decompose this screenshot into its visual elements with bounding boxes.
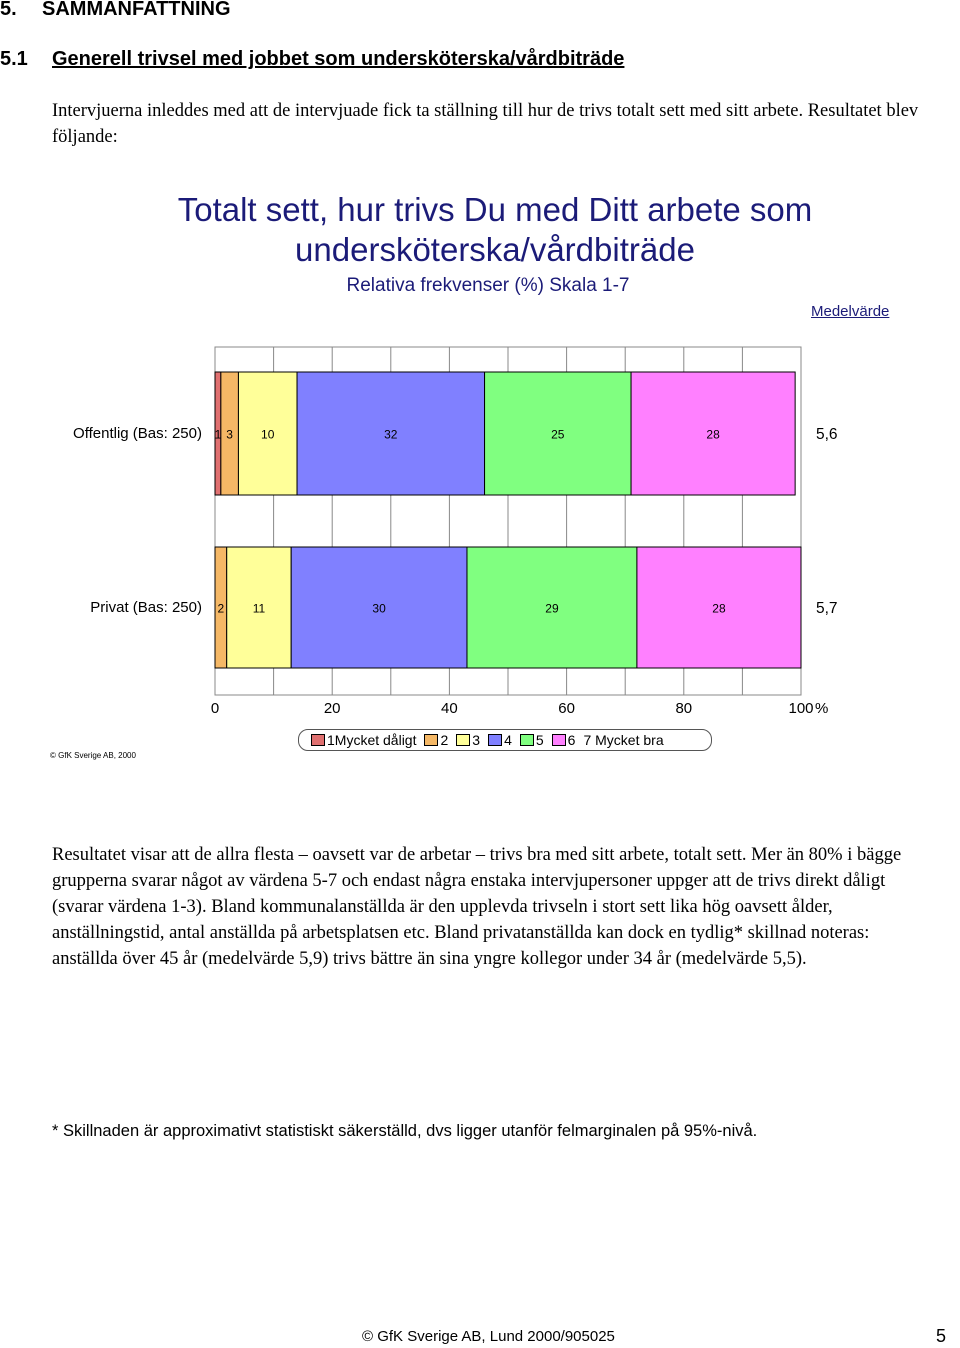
- legend-swatch: [456, 734, 470, 746]
- legend-item-6: [552, 732, 576, 748]
- segment-label: 28: [706, 427, 720, 442]
- footnote: * Skillnaden är approximativt statistiskt säkerställd, dvs ligger utanför felmarginalen på 95%-nivå.: [52, 1122, 758, 1140]
- row-label-privat: Privat (Bas: 250): [90, 599, 202, 616]
- legend-swatch: [424, 734, 438, 746]
- legend-swatch: [520, 734, 534, 746]
- legend-swatch: [311, 734, 325, 746]
- legend-label: 3: [472, 732, 481, 748]
- segment-label: 1: [214, 427, 222, 442]
- x-tick-label: 20: [323, 700, 341, 717]
- segment-label: 2: [217, 601, 225, 616]
- mean-header: Medelvärde: [811, 303, 890, 320]
- legend-item-3: [456, 732, 480, 748]
- segment-label: 30: [372, 601, 386, 616]
- x-tick-label: 40: [441, 700, 458, 717]
- legend-item-4: [488, 732, 512, 748]
- chart-subtitle: Relativa frekvenser (%) Skala 1-7: [346, 275, 630, 296]
- mean-value-offentlig: 5,6: [816, 426, 838, 443]
- row-label-offentlig: Offentlig (Bas: 250): [73, 425, 202, 442]
- segment-label: 3: [226, 427, 233, 442]
- legend-item-2: [424, 732, 448, 748]
- x-tick-label: 60: [558, 700, 575, 717]
- legend-item-7: [583, 732, 663, 748]
- x-tick-label: 100: [788, 700, 814, 717]
- intro-paragraph: Intervjuerna inleddes med att de intervjuade fick ta ställning till hur de trivs totalt sett med sitt arbete. Resultatet blev följande:: [52, 101, 919, 147]
- chart-title-line2: undersköterska/vårdbiträde: [295, 231, 695, 268]
- segment-label: 11: [252, 601, 266, 616]
- body-paragraph: Resultatet visar att de allra flesta – oavsett var de arbetar – trivs bra med sitt arbete, totalt sett. Mer än 80% i bägge grupperna svarar något av värdena 5-7 och endast några enstaka intervjupersoner uppger att de trivs direkt dåligt (svarar värdena 1-3). Bland kommunalanställda är den upplevda trivseln i stort sett lika hög oavsett ålder, anställningstid, antal anställda på arbetsplatsen etc. Bland privatanställda kan dock en tydlig* skillnad noteras: anställda över 45 år (medelvärde 5,9) trivs bättre än sina yngre kollegor under 34 år (medelvärde 5,5).: [52, 845, 902, 969]
- legend-swatch: [552, 734, 566, 746]
- segment-label: 32: [384, 427, 398, 442]
- segment-label: 28: [712, 601, 726, 616]
- mean-value-privat: 5,7: [816, 600, 838, 617]
- segment-label: 29: [545, 601, 559, 616]
- section-title: SAMMANFATTNING: [42, 0, 231, 20]
- chart-source-note: © GfK Sverige AB, 2000: [50, 751, 136, 760]
- subsection-title: Generell trivsel med jobbet som undersköterska/vårdbiträde: [52, 48, 625, 70]
- chart-title-line1: Totalt sett, hur trivs Du med Ditt arbete som: [177, 191, 813, 228]
- segment-label: 10: [261, 427, 275, 442]
- legend-label: 5: [535, 732, 544, 748]
- segment-label: 25: [551, 427, 565, 442]
- subsection-number: 5.1: [0, 48, 28, 70]
- chart-legend: [298, 729, 712, 751]
- legend-label: 6: [567, 732, 576, 748]
- x-tick-label: 0: [210, 700, 220, 717]
- x-axis-unit: %: [815, 700, 829, 717]
- page-number: 5: [936, 1326, 947, 1346]
- section-number: 5.: [0, 0, 17, 20]
- legend-swatch: [488, 734, 502, 746]
- legend-item-1: [311, 732, 416, 748]
- legend-label: 4: [504, 732, 512, 748]
- legend-label: 1Mycket dåligt: [327, 732, 417, 748]
- legend-item-5: [520, 732, 544, 748]
- legend-label: 2: [440, 732, 449, 748]
- x-tick-label: 80: [675, 700, 693, 717]
- legend-label: 7 Mycket bra: [583, 732, 664, 748]
- page-footer: © GfK Sverige AB, Lund 2000/905025: [362, 1328, 615, 1345]
